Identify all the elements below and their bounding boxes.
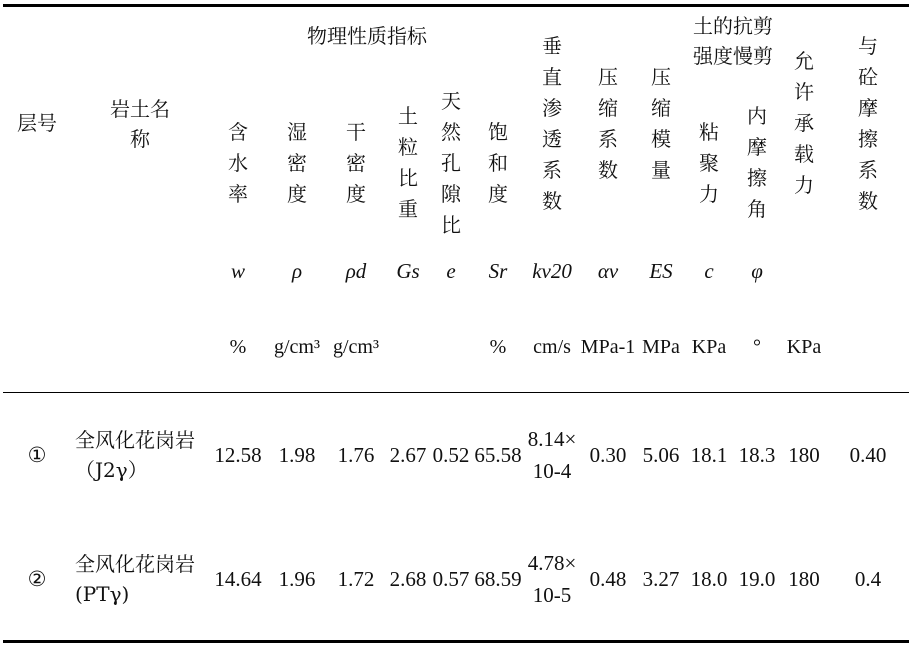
symbol-bearing [781, 241, 827, 303]
cell-soil_name: 全风化花岗岩(PTγ) [71, 518, 209, 642]
header-saturation: 饱和度 [488, 119, 509, 206]
unit-friction_coef [827, 303, 909, 393]
header-permeability: 垂直渗透系数 [525, 6, 579, 241]
header-bearing: 允许承载力 [781, 6, 827, 241]
symbol-permeability: kv20 [532, 259, 572, 283]
cell-friction_angle: 18.3 [733, 393, 781, 518]
header-group-shear: 土的抗剪强度慢剪 [685, 6, 781, 86]
cell-dry_density: 1.76 [327, 393, 385, 518]
cell-layer: ① [3, 393, 71, 518]
cell-compress_mod: 5.06 [637, 393, 685, 518]
header-layer: 层号 [3, 6, 71, 241]
soil-properties-table [3, 4, 909, 640]
symbol-spacer [3, 241, 209, 303]
cell-bearing: 180 [781, 393, 827, 518]
symbol-cohesion: c [704, 259, 714, 283]
unit-compress_mod: MPa [642, 336, 680, 359]
cell-friction_coef: 0.40 [827, 393, 909, 518]
cell-layer: ② [3, 518, 71, 642]
cell-permeability: 8.14×10-4 [525, 393, 579, 518]
unit-compress_coef: MPa-1 [580, 336, 636, 359]
cell-cohesion: 18.1 [685, 393, 733, 518]
cell-compress_mod: 3.27 [637, 518, 685, 642]
unit-saturation: % [489, 336, 507, 359]
header-soil-name: 岩土名称 [71, 6, 209, 241]
header-compress-mod: 压缩模量 [637, 6, 685, 241]
header-friction-coef: 与砼摩擦系数 [827, 6, 909, 241]
header-group-physical: 物理性质指标 [209, 6, 525, 86]
cell-compress_coef: 0.48 [579, 518, 637, 642]
cell-cohesion: 18.0 [685, 518, 733, 642]
cell-compress_coef: 0.30 [579, 393, 637, 518]
symbol-water_content: w [230, 259, 245, 283]
unit-permeability: cm/s [533, 336, 571, 359]
symbol-compress_mod: ES [649, 259, 673, 283]
symbol-wet_density: ρ [291, 259, 303, 283]
cell-dry_density: 1.72 [327, 518, 385, 642]
symbol-friction_angle: φ [751, 259, 763, 283]
symbol-compress_coef: αv [597, 259, 619, 283]
cell-friction_coef: 0.4 [827, 518, 909, 642]
cell-water_content: 12.58 [209, 393, 267, 518]
symbol-saturation: Sr [488, 259, 508, 283]
symbol-friction_coef [827, 241, 909, 303]
cell-bearing: 180 [781, 518, 827, 642]
unit-void_ratio [431, 303, 471, 393]
header-wet-density: 湿密度 [287, 119, 307, 206]
unit-friction_angle: ° [753, 336, 762, 359]
cell-specific_gravity: 2.68 [385, 518, 431, 642]
symbol-row [3, 241, 909, 303]
cell-saturation: 65.58 [471, 393, 525, 518]
unit-dry_density: g/cm³ [333, 336, 379, 359]
cell-void_ratio: 0.57 [431, 518, 471, 642]
unit-spacer [3, 303, 209, 393]
unit-row [3, 303, 909, 393]
header-water-content: 含水率 [228, 119, 248, 206]
cell-friction_angle: 19.0 [733, 518, 781, 642]
header-compress-coef: 压缩系数 [579, 6, 637, 241]
cell-soil_name: 全风化花岗岩（J2γ） [71, 393, 209, 518]
header-cohesion: 粘聚力 [699, 119, 720, 206]
unit-cohesion: KPa [691, 336, 727, 359]
table-row [3, 518, 909, 642]
cell-saturation: 68.59 [471, 518, 525, 642]
cell-specific_gravity: 2.67 [385, 393, 431, 518]
cell-wet_density: 1.96 [267, 518, 327, 642]
unit-specific_gravity [385, 303, 431, 393]
cell-void_ratio: 0.52 [431, 393, 471, 518]
table-grid [3, 4, 909, 643]
header-dry-density: 干密度 [346, 119, 366, 206]
symbol-void_ratio: e [446, 259, 456, 283]
table-row [3, 393, 909, 518]
header-friction-angle: 内摩擦角 [747, 104, 768, 221]
unit-water_content: % [229, 336, 247, 359]
cell-water_content: 14.64 [209, 518, 267, 642]
unit-wet_density: g/cm³ [274, 336, 320, 359]
symbol-dry_density: ρd [345, 259, 367, 283]
unit-bearing: KPa [786, 336, 822, 359]
header-void-ratio: 天然孔隙比 [441, 88, 461, 237]
header-specific-gravity: 土粒比重 [398, 104, 418, 221]
cell-permeability: 4.78×10-5 [525, 518, 579, 642]
symbol-specific_gravity: Gs [396, 259, 420, 283]
cell-wet_density: 1.98 [267, 393, 327, 518]
